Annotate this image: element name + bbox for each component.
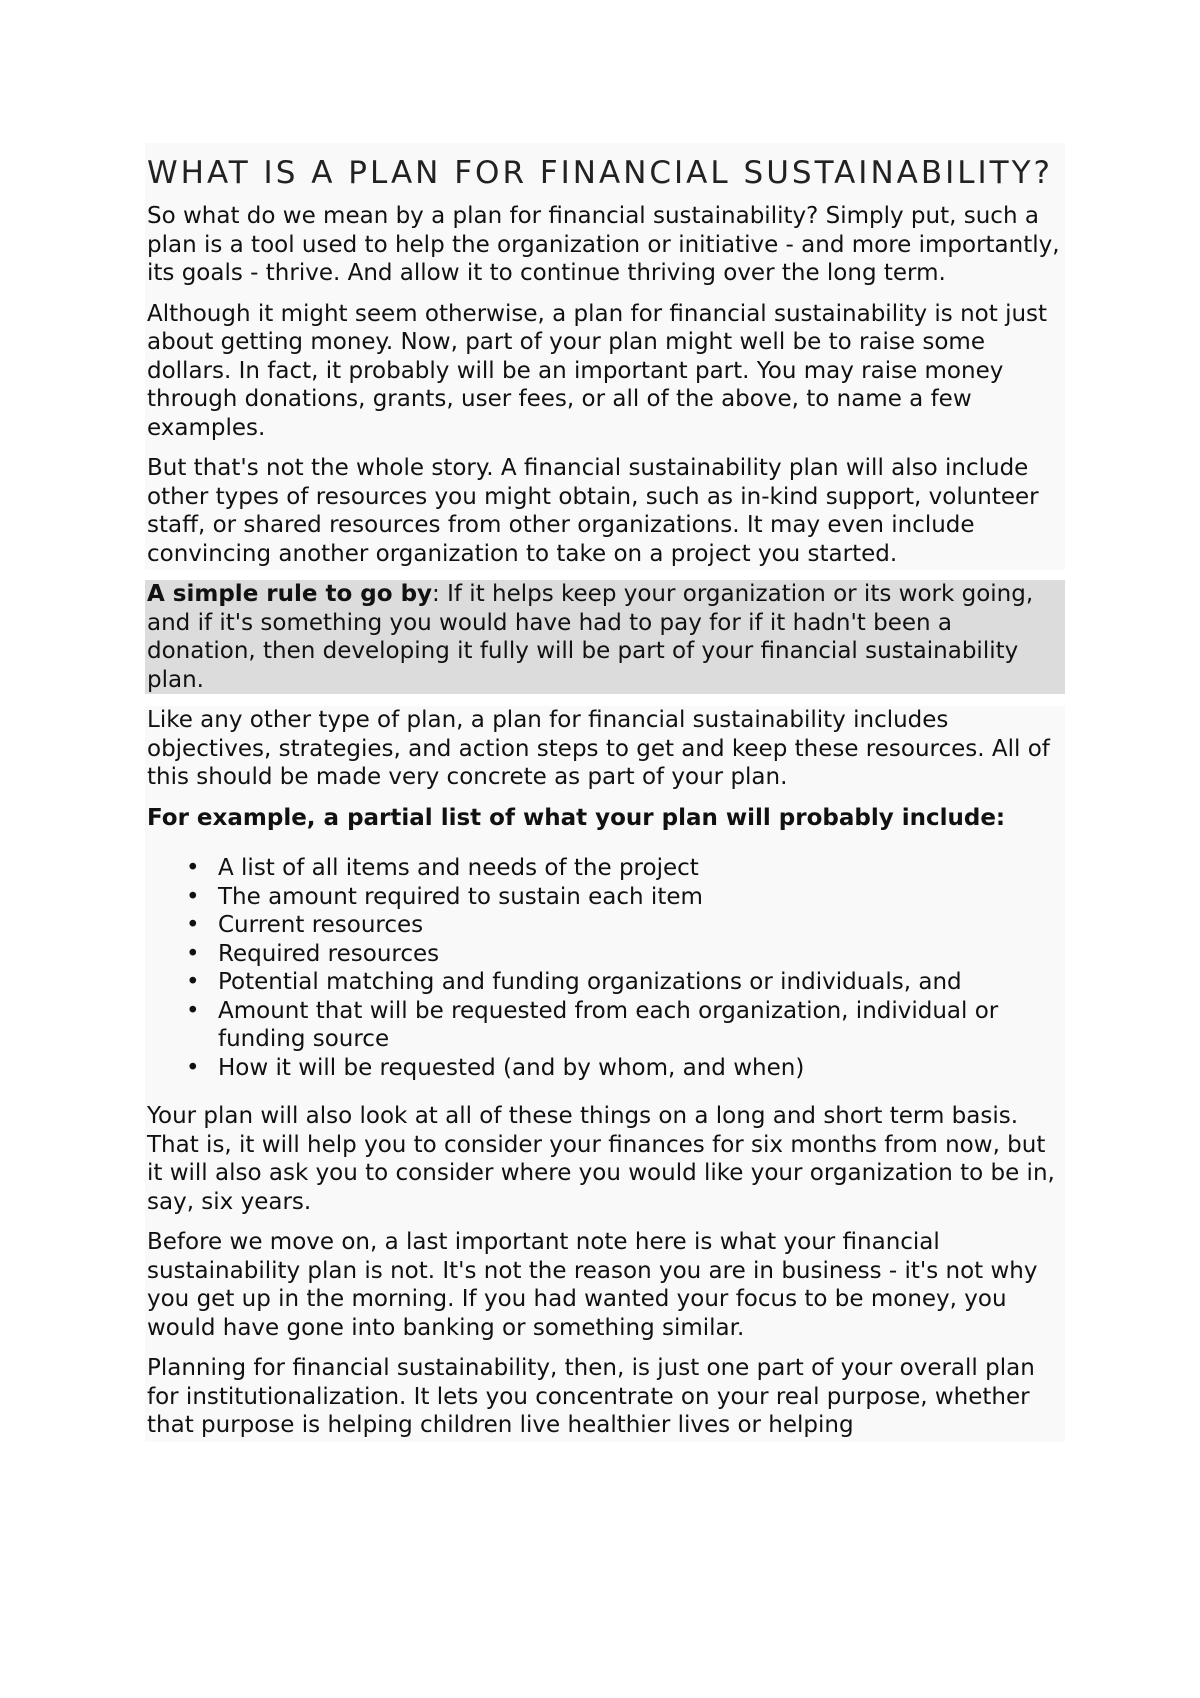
document-page xyxy=(145,143,1065,1442)
list-item-text: A list of all items and needs of the project xyxy=(218,855,699,881)
list-item-text: How it will be requested (and by whom, and when) xyxy=(218,1054,805,1081)
intro-paragraph-2: Although it might seem otherwise, a plan for financial sustainability is not just about getting money. Now, part of your plan might well be to raise some dollars. In fact, it probably will be an important part. You may raise money through donations, grants, user fees, or all of the above, to name a few examples. xyxy=(147,300,1048,441)
list-item-text: Required resources xyxy=(218,940,440,967)
bullet-icon: • xyxy=(186,883,200,910)
bullet-icon: • xyxy=(186,997,200,1024)
closing-paragraph-1: Your plan will also look at all of these things on a long and short term basis. That is, it will help you to consider your finances for six months from now, but it will also ask you to consider where you would like your organization to be in, say, six years. xyxy=(147,1103,1055,1215)
rule-callout xyxy=(145,580,1065,694)
bullet-icon: • xyxy=(186,912,200,938)
plan-paragraph: Like any other type of plan, a plan for financial sustainability includes objectives, strategies, and action steps to get and keep these resources. All of this should be made very concrete as part of your plan. xyxy=(147,707,1050,790)
list-item xyxy=(145,940,1065,969)
list-item-text: Current resources xyxy=(218,912,424,938)
list-item-text: The amount required to sustain each item xyxy=(218,883,703,910)
rule-callout-text xyxy=(147,580,1063,694)
list-item xyxy=(145,911,1065,940)
plan-section xyxy=(145,706,1065,1102)
plan-items-list xyxy=(145,854,1065,1102)
example-heading: For example, a partial list of what your plan will probably include: xyxy=(147,804,1006,831)
list-item-text: Potential matching and funding organizations or individuals, and xyxy=(218,969,962,995)
list-item xyxy=(145,883,1065,912)
list-item xyxy=(145,997,1065,1054)
list-item-text: Amount that will be requested from each organization, individual or funding source xyxy=(218,997,999,1052)
list-item xyxy=(145,854,1065,883)
page-title: WHAT IS A PLAN FOR FINANCIAL SUSTAINABILITY? xyxy=(147,155,1053,191)
rule-text: : If it helps keep your organization or its work going, and if it's something you would have had to pay for if it hadn't been a donation, then developing it fully will be part of your financial sustainability plan. xyxy=(147,581,1034,693)
closing-section xyxy=(145,1102,1065,1442)
bullet-icon: • xyxy=(186,969,200,995)
intro-section xyxy=(145,143,1065,570)
list-item xyxy=(145,968,1065,997)
list-item xyxy=(145,1054,1065,1083)
closing-paragraph-3: Planning for financial sustainability, then, is just one part of your overall plan for institutionalization. It lets you concentrate on your real purpose, whether that purpose is helping children live healthier lives or helping xyxy=(147,1355,1035,1438)
intro-paragraph-1: So what do we mean by a plan for financial sustainability? Simply put, such a plan is a tool used to help the organization or initiative - and more importantly, its goals - thrive. And allow it to continue thriving over the long term. xyxy=(147,203,1060,286)
rule-label: A simple rule to go by xyxy=(147,581,433,607)
intro-paragraph-3: But that's not the whole story. A financial sustainability plan will also include other types of resources you might obtain, such as in-kind support, volunteer staff, or shared resources from other organizations. It may even include convincing another organization to take on a project you started. xyxy=(147,455,1039,567)
bullet-icon: • xyxy=(186,940,200,967)
bullet-icon: • xyxy=(186,1054,200,1081)
bullet-icon: • xyxy=(186,855,200,881)
closing-paragraph-2: Before we move on, a last important note here is what your financial sustainability plan is not. It's not the reason you are in business - it's not why you get up in the morning. If you had wanted your focus to be money, you would have gone into banking or something similar. xyxy=(147,1229,1038,1341)
